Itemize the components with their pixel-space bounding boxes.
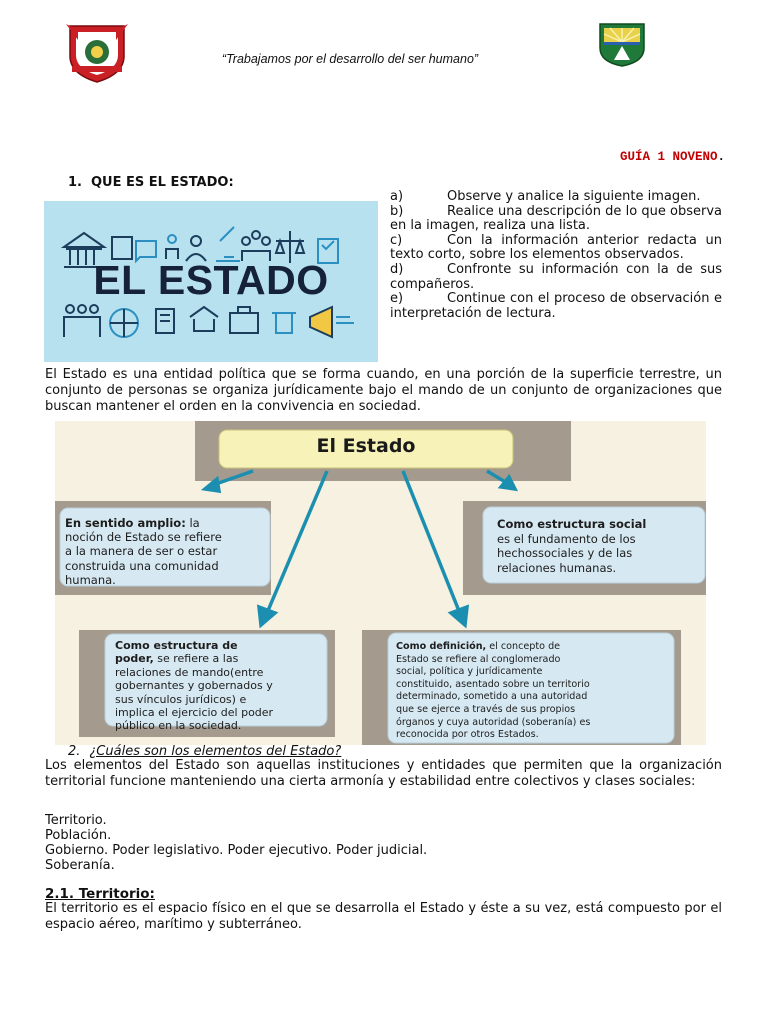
diagram-title: El Estado xyxy=(316,435,416,457)
section-1-title: QUE ES EL ESTADO: xyxy=(90,175,234,190)
section-1-number: 1. xyxy=(68,175,82,190)
box-line: construida una comunidad xyxy=(65,558,219,573)
box-line: que se ejerce a través de sus propios xyxy=(396,703,576,715)
task-text: Continue con el proceso de observación e interpretación de lectura. xyxy=(390,291,722,321)
estado-concept-diagram xyxy=(55,421,706,745)
box-line: sus vínculos jurídicos) e xyxy=(115,692,247,706)
box-line: noción de Estado se refiere xyxy=(65,530,222,545)
box-line: constituido, asentado sobre un territorio xyxy=(396,678,590,690)
task-text: Observe y analice la siguiente imagen. xyxy=(447,189,701,204)
guide-title xyxy=(470,150,725,164)
box-line: hechossociales y de las xyxy=(497,546,633,560)
task-key: d) xyxy=(390,261,404,277)
section-1-heading xyxy=(68,175,234,190)
task-text: Con la información anterior redacta un texto corto, sobre los elementos observados. xyxy=(390,232,722,263)
box-line: reconocida por otros Estados. xyxy=(396,729,539,741)
box-line: determinado, sometido a una autoridad xyxy=(396,691,588,703)
box-line: órganos y cuya autoridad (soberanía) es xyxy=(396,716,591,728)
box-bold-label: Como definición, xyxy=(396,641,487,652)
box-line: relaciones humanas. xyxy=(497,560,617,575)
box-left-bottom-text xyxy=(115,639,325,733)
el-estado-illustration xyxy=(44,201,378,362)
box-line xyxy=(115,652,325,665)
box-right-top-text xyxy=(497,517,702,575)
element-list-item: Gobierno. Poder legislativo. Poder ejecutivo. Poder judicial. xyxy=(45,843,428,858)
box-right-bottom-text xyxy=(396,641,668,742)
box-line-text: el concepto de xyxy=(489,641,561,652)
territorio-paragraph: El territorio es el espacio físico en el que se desarrolla el Estado y éste a su vez, está compuesto por el espacio aéreo, marítimo y subterráneo. xyxy=(45,901,722,932)
elements-paragraph: Los elementos del Estado son aquellas instituciones y entidades que permiten que la organización territorial funcione manteniendo una cierta armonía y estabilidad entre colectivos y clases sociales: xyxy=(45,758,722,789)
task-list xyxy=(390,190,722,321)
arrow-head xyxy=(451,607,467,625)
task-item xyxy=(390,234,722,263)
box-bold-label: Como estructura social xyxy=(497,517,647,531)
box-line: humana. xyxy=(65,572,116,587)
box-line: Estado se refiere al conglomerado xyxy=(396,653,561,665)
box-line: implica el ejercicio del poder xyxy=(115,706,274,720)
box-line: relaciones de mando(entre xyxy=(115,665,264,679)
task-key: a) xyxy=(390,189,404,204)
section-2-number: 2. xyxy=(68,744,81,759)
box-line: a la manera de ser o estar xyxy=(65,544,218,559)
box-line xyxy=(396,641,668,654)
task-key: e) xyxy=(390,291,404,307)
task-text: Confronte su información con la de sus compañeros. xyxy=(390,261,722,292)
box-bold-label: Como estructura de xyxy=(115,639,238,652)
guide-title-dot: . xyxy=(717,150,725,164)
box-line-text: la xyxy=(189,516,200,530)
box-line xyxy=(65,516,265,530)
task-text: Realice una descripción de lo que observa en la imagen, realiza una lista. xyxy=(390,203,722,234)
task-item xyxy=(390,205,722,234)
task-key: c) xyxy=(390,232,403,248)
box-bold-label: En sentido amplio: xyxy=(65,516,186,530)
arrow-left-bottom xyxy=(267,471,327,613)
box-bold-label: poder, xyxy=(115,652,154,666)
box-line: gobernantes y gobernados y xyxy=(115,679,273,693)
box-line: público en la sociedad. xyxy=(115,719,242,733)
task-item xyxy=(390,263,722,292)
arrow-right-bottom xyxy=(403,471,459,611)
school-motto: “Trabajamos por el desarrollo del ser humano” xyxy=(221,52,479,66)
element-list-item: Población. xyxy=(45,828,112,843)
task-item xyxy=(390,190,722,205)
arrow-head xyxy=(259,607,275,625)
box-line: es el fundamento de los xyxy=(497,531,636,546)
section-2-1-heading: 2.1. Territorio: xyxy=(45,886,155,902)
box-left-top-text xyxy=(65,516,265,587)
section-2-question xyxy=(68,744,341,759)
element-list-item: Soberanía. xyxy=(45,858,115,873)
box-line: social, política y jurídicamente xyxy=(396,666,543,678)
guide-title-text: GUÍA 1 NOVENO xyxy=(619,150,718,164)
task-key: b) xyxy=(390,203,404,219)
section-2-question-text: ¿Cuáles son los elementos del Estado? xyxy=(89,744,342,759)
task-item xyxy=(390,292,722,321)
banner-title: EL ESTADO xyxy=(93,257,329,303)
estado-definition-paragraph: El Estado es una entidad política que se forma cuando, en una porción de la superficie terrestre, un conjunto de personas se organiza jurídicamente bajo el mando de un conjunto de organizaciones que buscan mantener el orden en la convivencia en sociedad. xyxy=(45,367,722,414)
element-list-item: Territorio. xyxy=(45,813,107,828)
box-line-text: se refiere a las xyxy=(157,652,239,666)
